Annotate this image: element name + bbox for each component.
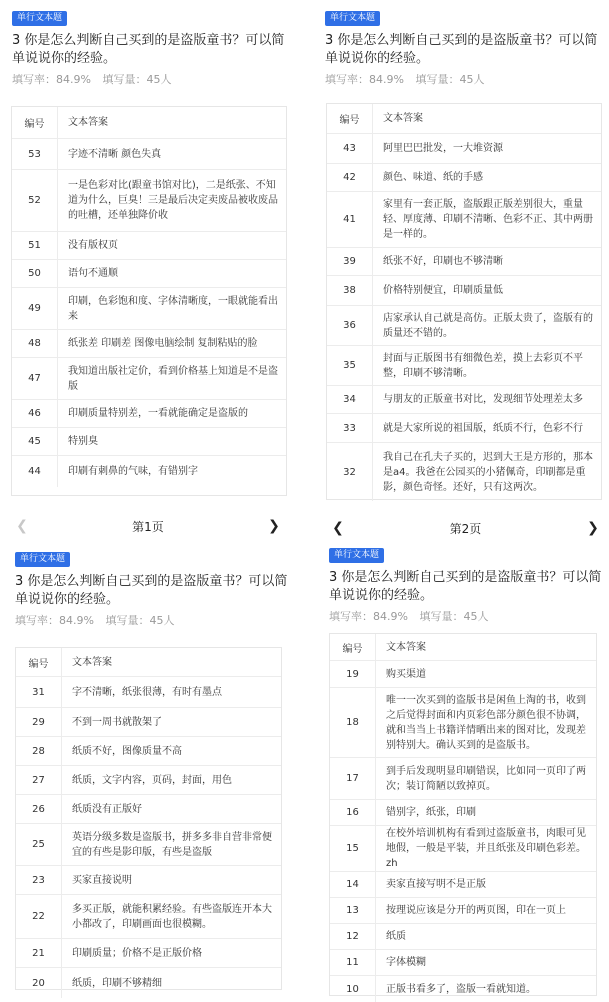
answer-text: 英语分级多数是盗版书，拼多多非自营非常便宜的有些是影印版，有些是盗版 [72,831,272,858]
answer-number: 21 [16,939,62,967]
answer-number: 48 [12,330,58,357]
answer-text: 印刷有刺鼻的气味，有错别字 [68,466,198,477]
answer-number: 38 [327,276,373,305]
answer-text: 价格特别便宜，印刷质量低 [383,285,503,296]
answer-text: 封面与正版图书有细微色差，摸上去彩页不平整，印刷不够清晰。 [383,352,583,379]
page-label: 第1页 [132,519,164,534]
table-header [16,648,281,677]
question-type-tag: 单行文本题 [329,548,384,563]
answer-number: 39 [327,248,373,275]
answer-text: 一是色彩对比(跟童书馆对比)，二是纸张、不知道为什么，巨臭！三是最后决定卖废品被收废品的吐槽，还单独降价收 [68,180,278,221]
table-row [12,358,286,400]
table-row [330,872,596,898]
answer-number: 28 [16,737,62,765]
answer-text: 多买正版，就能积累经验。有些盗版连开本大小都改了，印刷画面也很模糊。 [72,903,272,930]
answer-text: 正版书看多了，盗版一看就知道。 [386,984,536,995]
answer-text: 纸质没有正版好 [72,803,142,815]
answer-text: 在校外培训机构有看到过盗版童书，肉眼可见地假，一般是平装，并且纸张及印刷色彩差。zh [386,828,586,869]
answer-number: 42 [327,164,373,191]
table-row [16,766,281,795]
answer-number: 12 [330,924,376,949]
answer-text: 我知道出版社定价，看到价格基上知道是不是盗版 [68,365,278,392]
answer-text: 纸质不好，图像质量不高 [72,745,182,757]
answer-number: 50 [12,260,58,287]
table-row [12,170,286,232]
answer-number: 14 [330,872,376,897]
answer-text: 到手后发现明显印刷错误，比如同一页印了两次；装订简陋以致掉页。 [386,765,586,792]
table-row [327,346,601,386]
answer-number: 34 [327,386,373,413]
answer-text: 不到一周书就散架了 [72,716,162,728]
col-header-text: 文本答案 [386,641,426,653]
table-row [327,276,601,306]
answer-number: 26 [16,795,62,823]
answer-number: 10 [330,976,376,1002]
answer-number: 27 [16,766,62,794]
answer-text: 颜色、味道、纸的手感 [383,172,483,183]
prev-page-icon[interactable]: ❮ [332,520,344,536]
table-row [327,134,601,164]
fill-count: 填写量：45人 [105,614,175,627]
question-stats [15,612,300,628]
answers-table-4 [329,633,597,996]
answer-text: 与朋友的正版童书对比，发现细节处理差太多 [383,394,583,405]
answer-number: 20 [16,968,62,998]
table-row [330,976,596,1002]
table-row [330,661,596,688]
answer-number: 35 [327,346,373,385]
answer-number: 15 [330,826,376,871]
answer-text: 购买渠道 [386,668,426,680]
answer-text: 错别字，纸张，印刷 [386,807,476,818]
answer-number: 19 [330,661,376,687]
question-panel-3 [15,546,300,628]
table-row [330,924,596,950]
answer-text: 字不清晰，纸张很薄，有时有墨点 [72,686,222,698]
table-row [16,824,281,866]
answer-text: 纸张差 印刷差 图像电脑绘制 复制粘贴的脸 [68,338,258,349]
fill-rate: 填写率：84.9% [15,614,94,627]
table-row [327,443,601,501]
table-row [16,968,281,998]
answer-text: 语句不通顺 [68,268,118,279]
answer-number: 53 [12,139,58,169]
fill-count: 填写量：45人 [102,73,172,86]
table-row [16,737,281,766]
answer-number: 49 [12,288,58,329]
fill-count: 填写量：45人 [419,610,489,623]
col-header-text: 文本答案 [383,113,423,124]
table-row [327,306,601,346]
question-title: 3 你是怎么判断自己买到的是盗版童书？可以简单说说你的经验。 [325,33,598,66]
answer-number: 36 [327,306,373,345]
answer-number: 16 [330,800,376,825]
table-row [327,164,601,192]
table-row [12,330,286,358]
answer-number: 22 [16,895,62,938]
question-type-tag: 单行文本题 [12,11,67,26]
table-row [330,758,596,800]
table-row [16,708,281,737]
answer-text: 纸质，印刷不够精细 [72,977,162,989]
answer-text: 印刷质量；价格不是正版价格 [72,947,202,959]
table-row [330,898,596,924]
table-row [330,688,596,758]
col-header-num: 编号 [327,104,373,133]
answer-text: 没有版权页 [68,240,118,251]
fill-count: 填写量：45人 [415,73,485,86]
answer-text: 印刷质量特别差，一看就能确定是盗版的 [68,408,248,419]
answer-text: 纸质 [386,931,406,942]
answer-number: 29 [16,708,62,736]
table-row [12,260,286,288]
question-stats [329,608,607,624]
table-row [330,826,596,872]
table-row [16,795,281,824]
prev-page-icon[interactable]: ❮ [16,518,28,534]
answers-table-3 [15,647,282,990]
next-page-icon[interactable]: ❯ [268,518,280,534]
answer-number: 51 [12,232,58,259]
question-title: 3 你是怎么判断自己买到的是盗版童书？可以简单说说你的经验。 [329,570,602,603]
answer-number: 23 [16,866,62,894]
table-row [330,800,596,826]
answer-number: 41 [327,192,373,247]
page-label: 第2页 [449,521,482,536]
answer-number: 44 [12,456,58,487]
answer-text: 印刷，色彩饱和度、字体清晰度，一眼就能看出来 [68,295,278,322]
table-row [16,939,281,968]
question-stats [325,71,605,87]
table-row [12,288,286,330]
col-header-text: 文本答案 [72,656,112,668]
fill-rate: 填写率：84.9% [12,73,91,86]
answer-number: 46 [12,400,58,427]
answer-number: 18 [330,688,376,757]
question-stats [12,71,292,87]
question-panel-2 [325,5,605,87]
answer-number: 45 [12,428,58,455]
answer-text: 就是大家所说的祖国版，纸质不行，色彩不行 [383,422,583,434]
next-page-icon[interactable]: ❯ [587,520,599,536]
answer-number: 52 [12,170,58,231]
answer-text: 阿里巴巴批发，一大堆资源 [383,143,503,154]
table-header [12,107,286,139]
answer-text: 买家直接说明 [72,874,132,886]
answer-text: 字迹不清晰 颜色失真 [68,148,162,160]
question-panel-1 [12,5,292,87]
pager-1 [12,514,284,538]
table-row [12,139,286,170]
question-title: 3 你是怎么判断自己买到的是盗版童书？可以简单说说你的经验。 [12,33,285,66]
question-type-tag: 单行文本题 [325,11,380,26]
col-header-num: 编号 [16,648,62,676]
answer-text: 字体模糊 [386,957,426,968]
table-row [330,950,596,976]
answer-text: 卖家直接写明不是正版 [386,879,486,890]
answers-table-2 [326,103,602,500]
table-header [327,104,601,134]
answers-table-1 [11,106,287,496]
answer-text: 唯一一次买到的盗版书是闲鱼上淘的书，收到之后觉得封面和内页彩色部分颜色很不协调，就和当当上书籍详情晒出来的图对比，发现差别特别大。确认买到的是盗版书。 [386,694,586,751]
table-row [12,400,286,428]
question-title: 3 你是怎么判断自己买到的是盗版童书？可以简单说说你的经验。 [15,574,288,607]
table-row [16,895,281,939]
answer-number: 17 [330,758,376,799]
answer-number: 33 [327,414,373,442]
table-row [12,232,286,260]
pager-2 [328,516,603,540]
answer-number: 25 [16,824,62,865]
table-header [330,634,596,661]
answer-text: 按理说应该是分开的两页图，印在一页上 [386,905,566,916]
fill-rate: 填写率：84.9% [325,73,404,86]
table-row [327,414,601,443]
answer-number: 31 [16,677,62,707]
table-row [16,866,281,895]
table-row [12,428,286,456]
fill-rate: 填写率：84.9% [329,610,408,623]
answer-text: 纸张不好，印刷也不够清晰 [383,256,503,267]
table-row [327,248,601,276]
table-row [327,192,601,248]
answer-number: 13 [330,898,376,923]
answer-number: 11 [330,950,376,975]
answer-text: 家里有一套正版，盗版跟正版差别很大，重量轻、厚度薄、印刷不清晰、色彩不正、其中两册是一样的。 [383,199,593,240]
answer-text: 纸质，文字内容，页码，封面，用色 [72,774,232,786]
table-row [16,677,281,708]
question-panel-4 [329,542,607,624]
answer-number: 32 [327,443,373,501]
answer-number: 47 [12,358,58,399]
col-header-num: 编号 [330,634,376,660]
col-header-num: 编号 [12,107,58,138]
question-type-tag: 单行文本题 [15,552,70,567]
col-header-text: 文本答案 [68,117,108,128]
answer-number: 43 [327,134,373,163]
answer-text: 店家承认自己就是高仿。正版太贵了，盗版有的质量还不错的。 [383,312,593,339]
answer-text: 特别臭 [68,436,98,447]
table-row [327,386,601,414]
table-row [12,456,286,487]
answer-text: 我自己在孔夫子买的，迟到大王是方形的，那本是a4。我爸在公园买的小猪佩奇，印刷都是重影，颜色奇怪。还好，只有这两次。 [383,451,593,493]
